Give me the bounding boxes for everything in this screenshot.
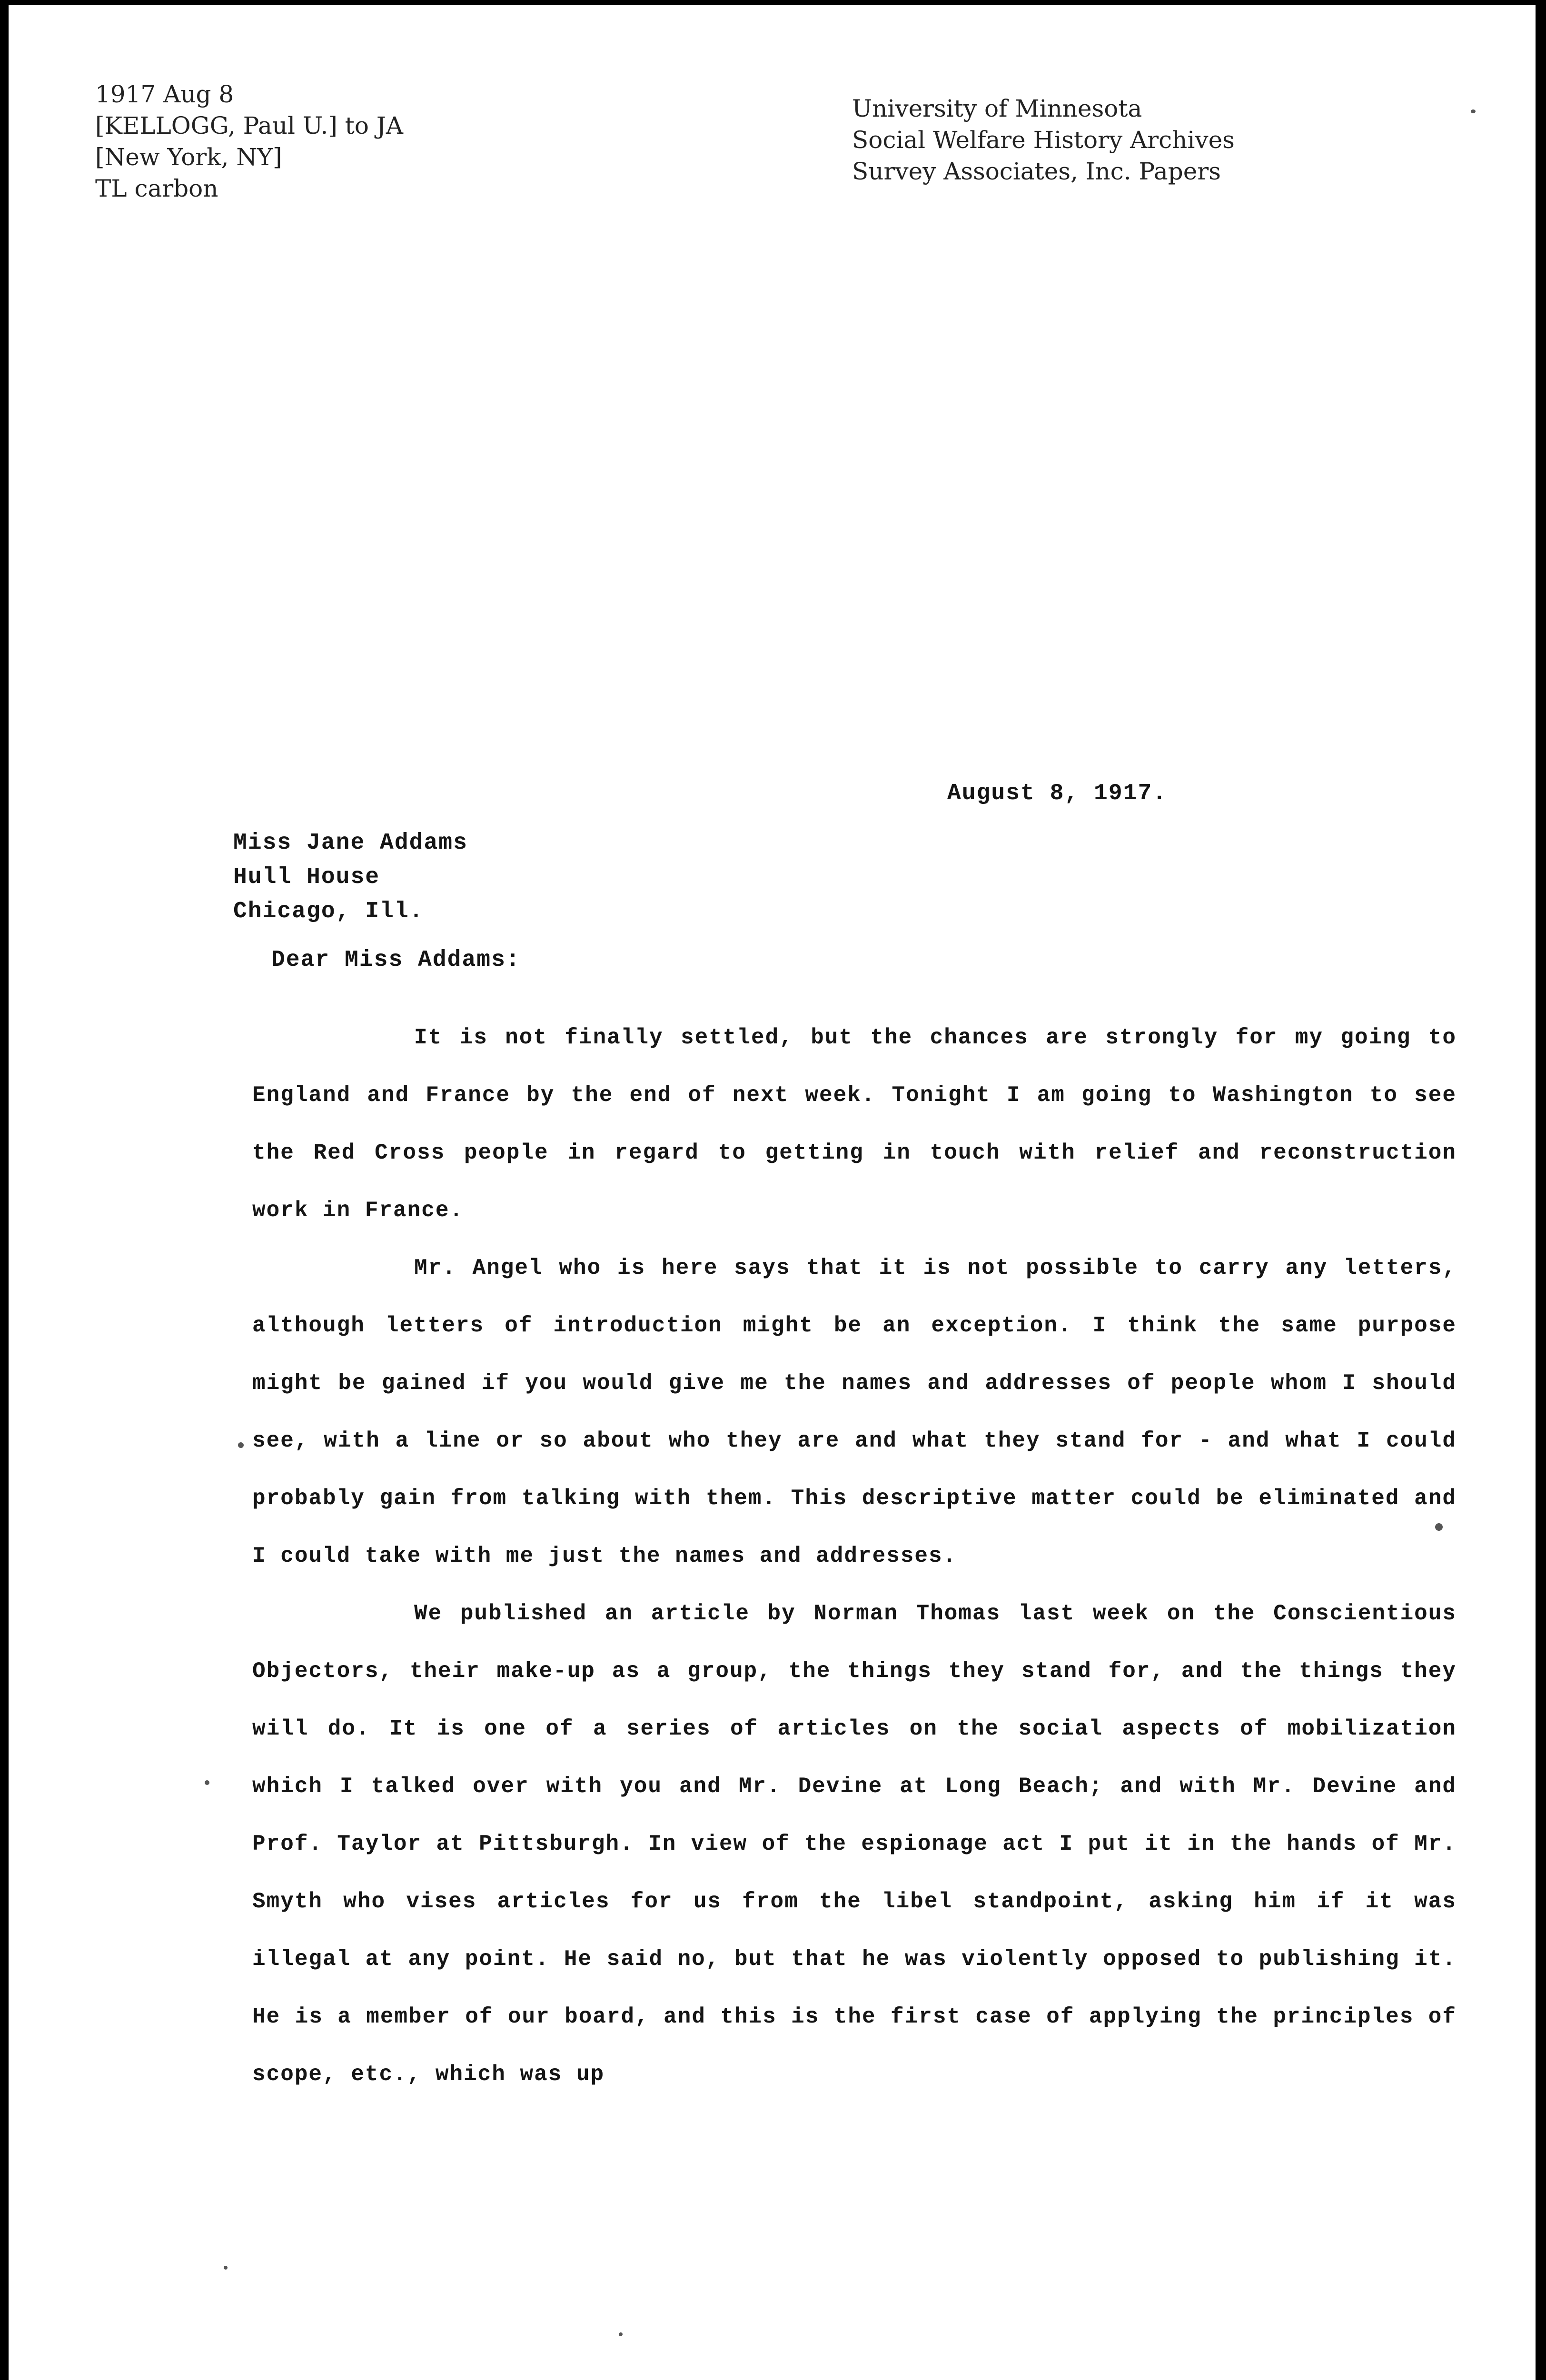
archive-source-line: University of Minnesota — [852, 95, 1142, 122]
letter-body — [252, 1009, 1457, 2103]
scan-speck — [1435, 1523, 1443, 1531]
archive-citation-line: 1917 Aug 8 — [95, 80, 234, 108]
recipient-address — [233, 826, 468, 929]
archive-citation-line: [New York, NY] — [95, 143, 282, 171]
scan-speck — [238, 1442, 244, 1448]
letter-paragraph — [252, 1009, 1457, 1240]
archive-source — [852, 93, 1235, 187]
paragraph-text: It is not finally settled, but the chances are strongly for my going to England and France by the end of next week. Tonight I am going to Washington to see the Red Cross people in regard to getting in touch with relief and reconstruction work in France. — [252, 1025, 1457, 1223]
letter-date: August 8, 1917. — [947, 781, 1168, 806]
archive-citation-line: TL carbon — [95, 175, 218, 202]
salutation: Dear Miss Addams: — [271, 947, 521, 973]
recipient-line: Chicago, Ill. — [233, 899, 424, 924]
letter-paragraph — [252, 1240, 1457, 1585]
archive-source-line: Survey Associates, Inc. Papers — [852, 158, 1221, 185]
archive-citation-line: [KELLOGG, Paul U.] to JA — [95, 112, 404, 139]
scan-border-right — [1536, 0, 1546, 2380]
letter-paragraph — [252, 1585, 1457, 2103]
scan-border-top — [0, 0, 1546, 4]
recipient-line: Hull House — [233, 864, 380, 890]
scan-speck — [619, 2332, 623, 2336]
archive-citation — [95, 79, 403, 204]
scan-speck — [205, 1780, 209, 1785]
scan-speck — [1471, 109, 1476, 113]
archive-source-line: Social Welfare History Archives — [852, 126, 1235, 154]
scan-border-left — [0, 0, 9, 2380]
scan-speck — [224, 2266, 228, 2270]
paragraph-text: Mr. Angel who is here says that it is not possible to carry any letters, although letters of introduction might be an exception. I think the same purpose might be gained if you would give me the names and addresses of people whom I should see, with a line or so about who they are and what they stand for - and what I could probably gain from talking with them. This descriptive matter could be eliminated and I could take with me just the names and addresses. — [252, 1256, 1457, 1568]
recipient-line: Miss Jane Addams — [233, 830, 468, 856]
paragraph-text: We published an article by Norman Thomas last week on the Conscientious Objectors, their make-up as a group, the things they stand for, and the things they will do. It is one of a series of articles on the social aspects of mobilization which I talked over with you and Mr. Devine at Long Beach; and with Mr. Devine and Prof. Taylor at Pittsburgh. In view of the espionage act I put it in the hands of Mr. Smyth who vises articles for us from the libel standpoint, asking him if it was illegal at any point. He said no, but that he was violently opposed to publishing it. He is a member of our board, and this is the first case of applying the principles of scope, etc., which was up — [252, 1601, 1457, 2087]
